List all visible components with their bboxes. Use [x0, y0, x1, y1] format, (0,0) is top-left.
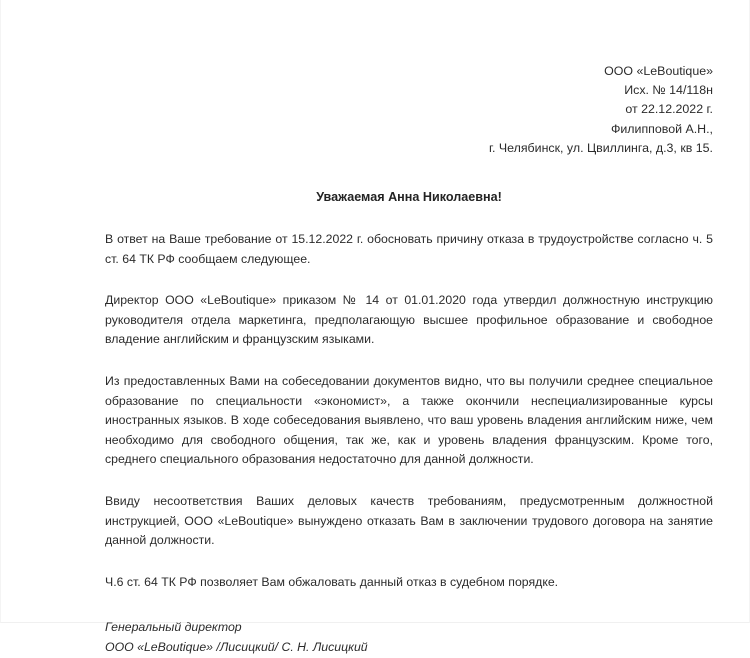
signature-title: Генеральный директор	[105, 620, 242, 635]
letterhead-company: ООО «LeBoutique»	[604, 64, 713, 78]
paragraph-refusal: Ввиду несоответствия Ваших деловых качеств требованиям, предусмотренным должностной инструкцией, ООО «LeBoutique» вынуждено отказать Вам в заключении трудового договора на занятие данной должности.	[105, 493, 713, 548]
letterhead-addressee-address: г. Челябинск, ул. Цвиллинга, д.3, кв 15.	[488, 140, 713, 155]
paragraph-intro: В ответ на Ваше требование от 15.12.2022 г. обосновать причину отказа в трудоустройстве согласно ч. 5 ст. 64 ТК РФ сообщаем следующее.	[105, 232, 713, 266]
signature-name: ООО «LeBoutique» /Лисицкий/ С. Н. Лисицкий	[105, 639, 368, 654]
document-content	[105, 0, 713, 658]
signature-block	[105, 618, 713, 657]
letterhead-addressee-name: Филипповой А.Н.,	[610, 121, 713, 136]
paragraph-candidate-assessment: Из предоставленных Вами на собеседовании документов видно, что вы получили среднее специальное образование по специальности «экономист», а также окончили неспециализированные курсы иностранных языков. В ходе собеседования выявлено, что ваш уровень владения английским ниже, чем необходимо для свободного общения, так же, как и уровень владения французским. Кроме того, среднего специального образования недостаточно для данной должности.	[105, 373, 713, 467]
letterhead-outgoing-number: Исх. № 14/118н	[624, 83, 713, 98]
paragraph-job-requirements: Директор ООО «LeBoutique» приказом № 14 от 01.01.2020 года утвердил должностную инструкцию руководителя отдела маркетинга, предполагающую высшее профильное образование и свободное владение английским и французским языками.	[105, 293, 713, 347]
letterhead-date: от 22.12.2022 г.	[625, 102, 713, 117]
paragraph-appeal-rights: Ч.6 ст. 64 ТК РФ позволяет Вам обжаловать данный отказ в судебном порядке.	[105, 574, 559, 589]
salutation: Уважаемая Анна Николаевна!	[316, 190, 502, 205]
letterhead-block	[105, 62, 713, 158]
